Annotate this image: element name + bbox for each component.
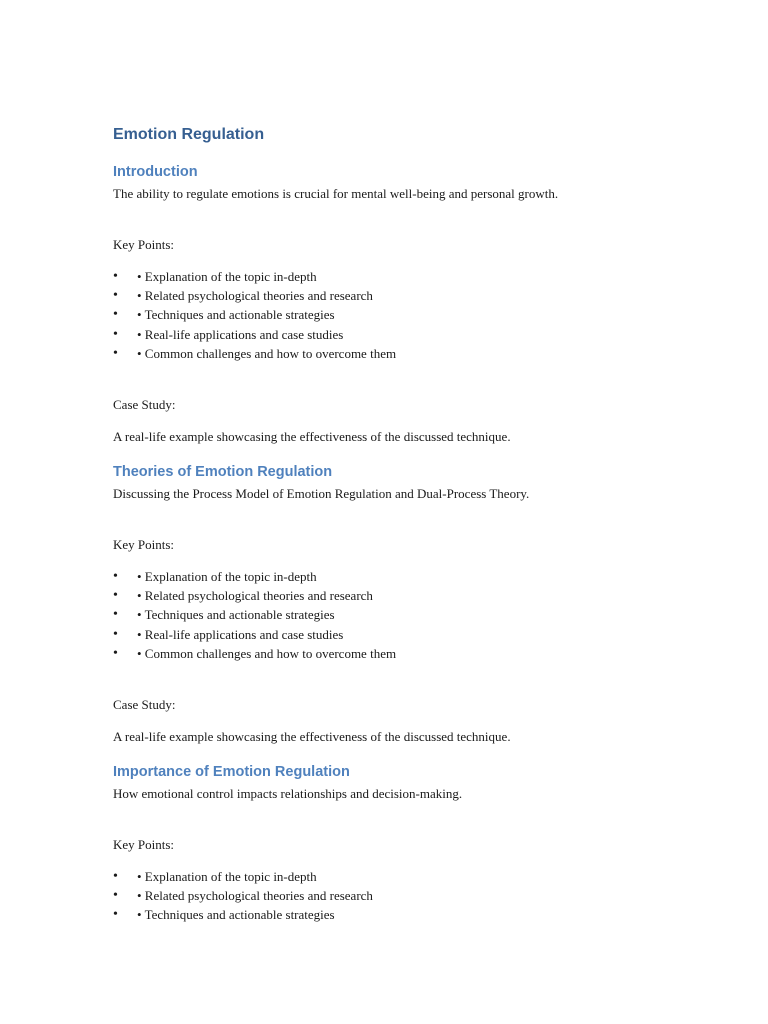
bullet-icon: • xyxy=(113,345,118,361)
list-item: • • Related psychological theories and research xyxy=(113,586,713,605)
list-item: • • Techniques and actionable strategies xyxy=(113,305,713,324)
list-item: • • Explanation of the topic in-depth xyxy=(113,567,713,586)
list-item: • • Real-life applications and case studies xyxy=(113,325,713,344)
bullet-icon: • xyxy=(113,588,118,604)
bullet-icon: • xyxy=(113,907,118,923)
section-heading: Importance of Emotion Regulation xyxy=(113,763,350,780)
list-item: • • Related psychological theories and research xyxy=(113,286,713,305)
bullet-icon: • xyxy=(113,568,118,584)
case-study-text: A real-life example showcasing the effectiveness of the discussed technique. xyxy=(113,728,511,744)
key-points-list xyxy=(113,867,713,925)
section-intro: The ability to regulate emotions is crucial for mental well-being and personal growth. xyxy=(113,186,559,201)
bullet-icon: • xyxy=(113,288,118,304)
list-item: • • Real-life applications and case studies xyxy=(113,625,713,644)
section-introduction xyxy=(113,162,713,446)
section-intro: How emotional control impacts relationships and decision-making. xyxy=(113,785,463,801)
key-points-list xyxy=(113,567,713,663)
section-heading: Theories of Emotion Regulation xyxy=(113,463,333,480)
bullet-icon: • xyxy=(113,645,118,661)
bullet-icon: • xyxy=(113,888,118,904)
key-points-label: Key Points: xyxy=(113,836,175,852)
section-heading: Introduction xyxy=(113,164,198,180)
list-item: • • Explanation of the topic in-depth xyxy=(113,867,713,886)
bullet-icon: • xyxy=(113,307,118,323)
list-item: • • Common challenges and how to overcome them xyxy=(113,644,713,663)
list-item: • • Techniques and actionable strategies xyxy=(113,605,713,624)
section-intro: Discussing the Process Model of Emotion Regulation and Dual-Process Theory. xyxy=(113,485,530,501)
list-item: • • Techniques and actionable strategies xyxy=(113,905,713,924)
section-importance xyxy=(113,762,713,925)
case-study-text: A real-life example showcasing the effectiveness of the discussed technique. xyxy=(113,428,511,444)
document-title: Emotion Regulation xyxy=(113,126,265,143)
bullet-icon: • xyxy=(113,269,118,284)
document-page xyxy=(113,124,713,924)
case-study-label: Case Study: xyxy=(113,396,176,412)
list-item: • • Explanation of the topic in-depth xyxy=(113,267,713,286)
bullet-icon: • xyxy=(113,626,118,642)
list-item: • • Related psychological theories and research xyxy=(113,886,713,905)
bullet-icon: • xyxy=(113,326,118,342)
bullet-icon: • xyxy=(113,868,118,884)
key-points-label: Key Points: xyxy=(113,237,175,252)
key-points-list xyxy=(113,267,713,363)
section-theories xyxy=(113,462,713,746)
case-study-label: Case Study: xyxy=(113,696,176,712)
key-points-label: Key Points: xyxy=(113,536,175,552)
list-item: • • Common challenges and how to overcome them xyxy=(113,344,713,363)
bullet-icon: • xyxy=(113,607,118,623)
